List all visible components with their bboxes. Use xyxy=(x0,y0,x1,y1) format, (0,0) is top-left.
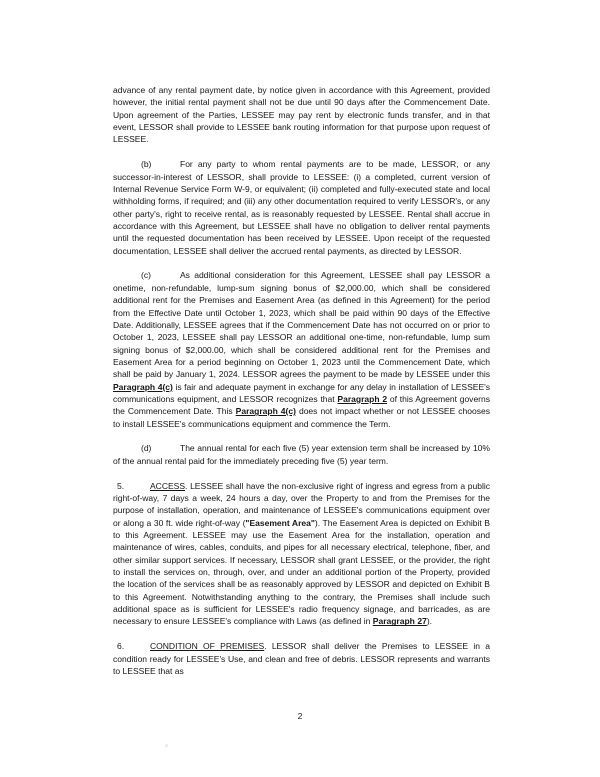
paragraph-4b-text: For any party to whom rental payments are to be made, LESSOR, or any successor-in-interest of LESSOR, shall provide to LESSEE: (i) a completed, current version of Internal Revenue Service Form W-9, or equivalent; (ii) completed and fully-executed state and local withholding forms, if required; and (iii) any other documentation required to verify LESSOR's, or any other party's, right to receive rental, as is reasonably requested by LESSEE. Rental shall accrue in accordance with this Agreement, but LESSEE shall have no obligation to deliver rental payments until the requested documentation has been received by LESSEE. Upon receipt of the requested documentation, LESSEE shall deliver the accrued rental payments, as directed by LESSOR. xyxy=(113,159,490,256)
paragraph-reference-4c-second: Paragraph 4(c) xyxy=(235,406,296,417)
paragraph-reference-27: Paragraph 27 xyxy=(372,616,427,627)
section-5-access xyxy=(113,480,490,628)
section-5-heading: ACCESS xyxy=(150,480,186,491)
section-6-number: 6. xyxy=(117,641,125,652)
section-5-text-part-3: ). xyxy=(426,616,432,627)
paragraph-4b-label: (b) xyxy=(141,159,152,170)
paragraph-4d-text: The annual rental for each five (5) year extension term shall be increased by 10% of the annual rental paid for the immediately preceding five (5) year term. xyxy=(113,443,490,466)
paragraph-4d xyxy=(113,442,490,467)
scan-artifact-speck xyxy=(165,744,168,747)
paragraph-4b xyxy=(113,158,490,257)
section-6-condition-of-premises xyxy=(113,640,490,677)
paragraph-4c-text-part-2: is fair and adequate payment in exchange for any delay in installation of LESSEE's communications equipment, and LESSOR recognizes that xyxy=(113,381,490,404)
paragraph-4c-label: (c) xyxy=(141,270,151,281)
paragraph-4c xyxy=(113,269,490,429)
section-6-heading: CONDITION OF PREMISES xyxy=(150,641,265,652)
paragraph-reference-2: Paragraph 2 xyxy=(337,393,388,404)
paragraph-4c-text-part-4: does not impact whether or not LESSEE chooses to install LESSEE's communications equipment and commence the Term. xyxy=(113,406,491,429)
paragraph-4c-text-part-1: As additional consideration for this Agreement, LESSEE shall pay LESSOR a onetime, non-refundable, lump-sum signing bonus of $2,000.00, which shall be considered additional rent for the Premises and Easement Area (as defined in this Agreement) for the period from the Effective Date until October 1, 2023, which shall be paid within 90 days of the Effective Date. Additionally, LESSEE agrees that if the Commencement Date has not occurred on or prior to October 1, 2023, LESSEE shall pay LESSOR an additional one-time, non-refundable, lump sum signing bonus of $2,000.00, which shall be considered additional rent for the Premises and Easement Area for a period beginning on October 1, 2023 until the Commencement Date, which shall be paid by January 1, 2024. LESSOR agrees the payment to be made by LESSEE under this xyxy=(113,270,490,380)
easement-area-defined-term: "Easement Area" xyxy=(245,517,315,528)
paragraph-4c-text-part-3: of this Agreement governs the Commencement Date. This xyxy=(113,393,490,417)
paragraph-reference-4c-first: Paragraph 4(c) xyxy=(113,381,173,392)
paragraph-continuation-text: advance of any rental payment date, by notice given in accordance with this Agreement, provided however, the initial rental payment shall not be due until 90 days after the Commencement Date. Upon agreement of the Parties, LESSEE may pay rent by electronic funds transfer, and in that event, LESSOR shall provide to LESSEE bank routing information for that purpose upon request of LESSEE. xyxy=(113,85,490,145)
paragraph-4d-label: (d) xyxy=(141,443,152,454)
section-5-number: 5. xyxy=(117,480,125,491)
section-5-text-part-1: . LESSEE shall have the non-exclusive right of ingress and egress from a public right-of-way, 7 days a week, 24 hours a day, over the Property to and from the Premises for the purpose of installation, operation, and maintenance of LESSEE's communications equipment over or along a 30 ft. wide right-of-way ( xyxy=(113,480,490,528)
page-number: 2 xyxy=(297,711,303,721)
section-5-text-part-2: ). The Easement Area is depicted on Exhibit B to this Agreement. LESSEE may use the Easement Area for the installation, operation and maintenance of wires, cables, conduits, and pipes for all necessary electrical, telephone, fiber, and other similar support services. If necessary, LESSOR shall grant LESSEE, or the provider, the right to install the services on, through, over, and under an additional portion of the Property, provided the location of the services shall be as reasonably approved by LESSOR and depicted on Exhibit B to this Agreement. Notwithstanding anything to the contrary, the Premises shall include such additional space as is sufficient for LESSEE's radio frequency signage, and barricades, as are necessary to ensure LESSEE's compliance with Laws (as defined in xyxy=(113,517,490,627)
document-body xyxy=(113,84,490,677)
paragraph-continuation xyxy=(113,84,490,146)
section-6-text-part-1: . LESSOR shall deliver the Premises to LESSEE in a condition ready for LESSEE's Use, and clean and free of debris. LESSOR represents and warrants to LESSEE that as xyxy=(113,641,490,676)
